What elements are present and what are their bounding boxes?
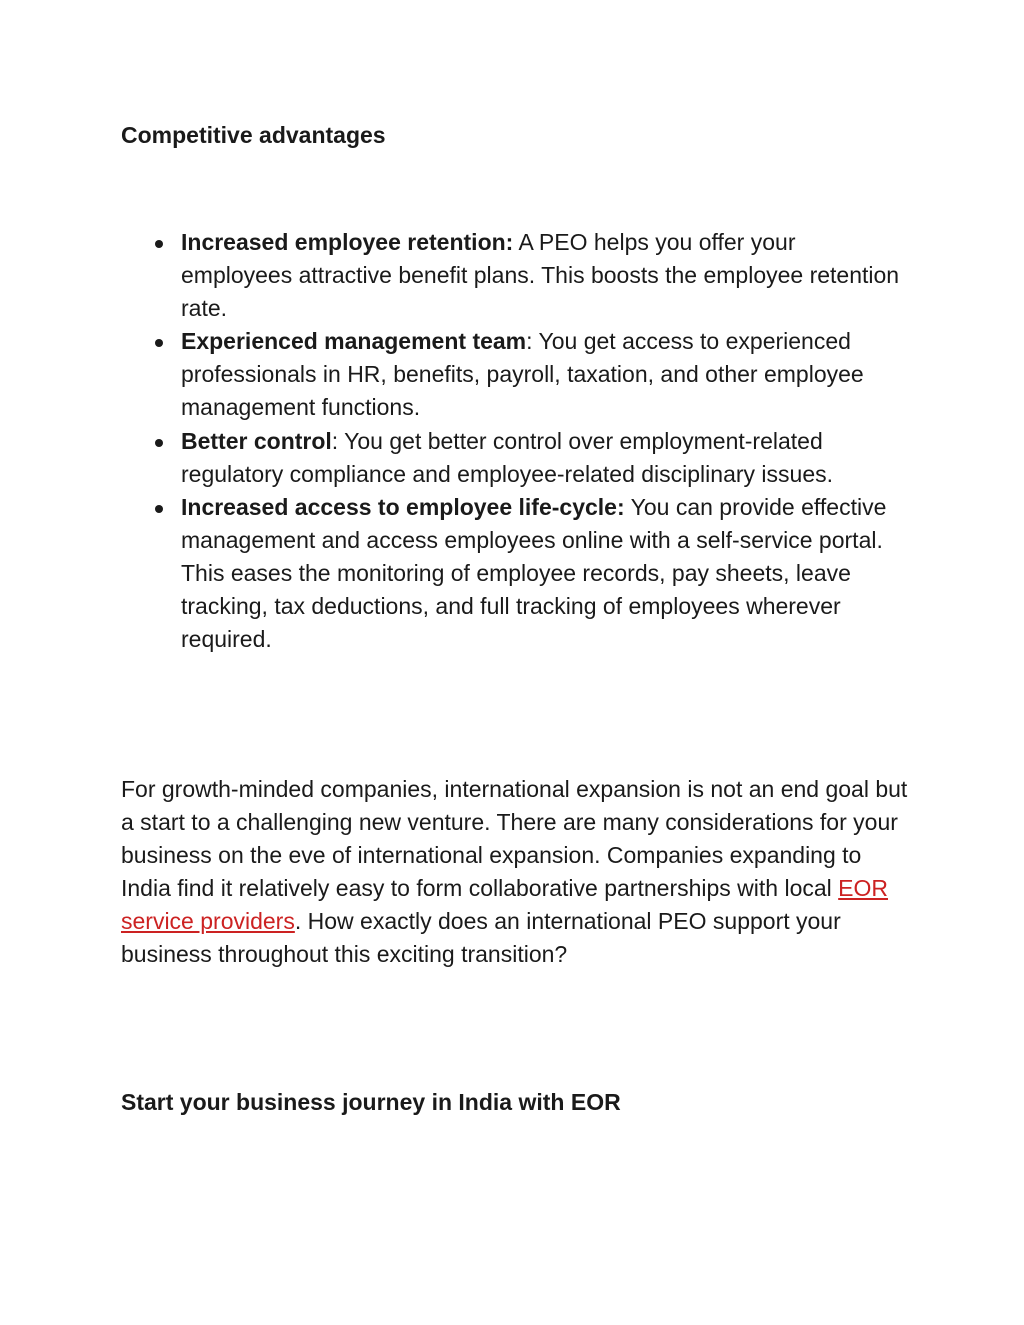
bullet-text: A PEO helps you offer your employees attractive benefit plans. This boosts the employee retention rate.	[181, 229, 900, 322]
bullet-text: : You get access to experienced professionals in HR, benefits, payroll, taxation, and other employee management functions.	[181, 328, 864, 421]
competitive-advantages-heading: Competitive advantages	[121, 122, 386, 148]
bullet-term: Increased employee retention:	[181, 229, 514, 255]
bullet-text: : You get better control over employment-related regulatory compliance and employee-related disciplinary issues.	[181, 427, 833, 487]
bullet-icon	[155, 505, 163, 513]
bullet-term: Better control	[181, 427, 332, 454]
list-item	[0, 325, 911, 424]
list-item	[0, 226, 911, 325]
bullet-icon	[155, 439, 163, 447]
paragraph-text: For growth-minded companies, international expansion is not an end goal but a start to a challenging new venture. There are many considerations for your business on the eve of international expansion. Companies expanding to India find it relatively easy to form collaborative partnerships with local	[121, 776, 908, 902]
business-journey-heading: Start your business journey in India with EOR	[121, 1089, 621, 1115]
bullet-icon	[155, 240, 163, 248]
list-item	[0, 491, 911, 656]
bullet-term: Experienced management team	[181, 328, 527, 355]
eor-service-providers-link[interactable]: EOR service providers	[121, 875, 889, 935]
bullet-text: You can provide effective management and access employees online with a self-service portal. This eases the monitoring of employee records, pay sheets, leave tracking, tax deductions, and full tracking of employees wherever required.	[181, 493, 887, 653]
advantages-list	[0, 226, 1024, 656]
bullet-term: Increased access to employee life-cycle:	[181, 493, 625, 520]
expansion-paragraph	[121, 773, 911, 972]
paragraph-text-end: . How exactly does an international PEO support your business throughout this exciting transition?	[121, 908, 841, 968]
list-item	[0, 425, 911, 491]
bullet-icon	[155, 339, 163, 347]
